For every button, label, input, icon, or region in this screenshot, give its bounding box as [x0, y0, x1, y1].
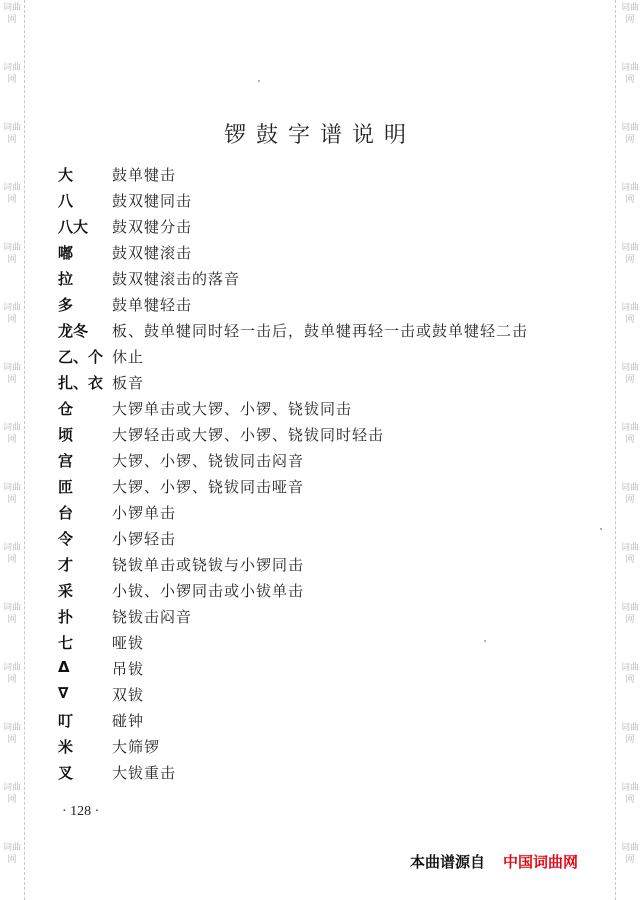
- site-watermark: 词曲网: [620, 483, 639, 505]
- entry-description: 小锣单击: [112, 504, 177, 522]
- entry-symbol: 台: [58, 504, 74, 522]
- site-watermark: 词曲网: [620, 123, 639, 145]
- page-title: 锣鼓字谱说明: [223, 123, 416, 148]
- entry-symbol: 采: [58, 582, 74, 600]
- site-watermark: 词曲网: [2, 63, 21, 85]
- entry-symbol: 嘟: [58, 244, 74, 262]
- entry-description: 铙钹击闷音: [112, 608, 193, 626]
- source-label: 本曲谱源自: [410, 853, 486, 871]
- entry-description: 休止: [112, 348, 145, 366]
- site-watermark: 词曲网: [620, 543, 639, 565]
- legend-entry: [58, 188, 598, 214]
- entry-symbol: 叮: [58, 712, 74, 730]
- site-watermark: 词曲网: [620, 63, 639, 85]
- entry-symbol: 多: [58, 296, 74, 314]
- entry-symbol: 叉: [58, 764, 74, 782]
- legend-entry: [58, 240, 598, 266]
- entry-description: 大筛锣: [112, 738, 161, 756]
- entry-description: 鼓双犍分击: [112, 218, 193, 236]
- entry-description: 鼓单犍击: [112, 166, 177, 184]
- entry-symbol: 米: [58, 738, 74, 756]
- entry-symbol: 拉: [58, 270, 74, 288]
- legend-entry: [58, 526, 598, 552]
- entry-description: 双钹: [112, 686, 145, 704]
- site-watermark: 词曲网: [2, 423, 21, 445]
- site-watermark: 词曲网: [2, 843, 21, 865]
- entry-symbol: 才: [58, 556, 74, 574]
- entry-description: 大锣、小锣、铙钹同击哑音: [112, 478, 305, 496]
- legend-entry: [58, 318, 598, 344]
- site-watermark: 词曲网: [2, 303, 21, 325]
- site-watermark: 词曲网: [2, 243, 21, 265]
- entry-symbol: 龙冬: [58, 322, 89, 340]
- legend-entry: [58, 552, 598, 578]
- site-watermark: 词曲网: [2, 123, 21, 145]
- legend-entry: [58, 578, 598, 604]
- site-watermark: 词曲网: [620, 423, 639, 445]
- source-credit: [410, 851, 578, 872]
- entry-description: 铙钹单击或铙钹与小锣同击: [112, 556, 305, 574]
- entry-symbol: 大: [58, 166, 74, 184]
- site-watermark: 词曲网: [620, 843, 639, 865]
- legend-entry: [58, 266, 598, 292]
- legend-entry: [58, 396, 598, 422]
- notation-legend-list: [58, 162, 598, 786]
- entry-description: 大锣、小锣、铙钹同击闷音: [112, 452, 305, 470]
- scan-speck: [600, 528, 602, 530]
- legend-entry: [58, 734, 598, 760]
- legend-entry: [58, 448, 598, 474]
- legend-entry: [58, 344, 598, 370]
- site-watermark: 词曲网: [620, 183, 639, 205]
- legend-entry: [58, 604, 598, 630]
- site-watermark: 词曲网: [2, 183, 21, 205]
- legend-entry: [58, 630, 598, 656]
- site-watermark: 词曲网: [2, 3, 21, 25]
- entry-symbol: 乙、个: [58, 348, 104, 366]
- entry-description: 哑钹: [112, 634, 145, 652]
- entry-symbol: 八大: [58, 218, 89, 236]
- entry-description: 鼓单犍轻击: [112, 296, 193, 314]
- entry-symbol: 七: [58, 634, 74, 652]
- entry-symbol: 匝: [58, 478, 74, 496]
- entry-symbol: 令: [58, 530, 74, 548]
- site-watermark: 词曲网: [620, 303, 639, 325]
- entry-symbol: 八: [58, 192, 74, 210]
- site-watermark: 词曲网: [2, 363, 21, 385]
- legend-entry: [58, 760, 598, 786]
- entry-description: 大锣单击或大锣、小锣、铙钹同击: [112, 400, 353, 418]
- site-watermark: 词曲网: [2, 783, 21, 805]
- entry-description: 鼓双犍同击: [112, 192, 193, 210]
- entry-symbol: 仓: [58, 400, 74, 418]
- entry-description: 板、鼓单犍同时轻一击后，鼓单犍再轻一击或鼓单犍轻二击: [112, 322, 529, 340]
- site-watermark: 词曲网: [620, 603, 639, 625]
- site-watermark: 词曲网: [2, 663, 21, 685]
- site-watermark: 词曲网: [2, 723, 21, 745]
- entry-description: 吊钹: [112, 660, 145, 678]
- source-site-link[interactable]: 中国词曲网: [503, 853, 579, 871]
- legend-entry: [58, 370, 598, 396]
- entry-description: 小钹、小锣同击或小钹单击: [112, 582, 305, 600]
- entry-description: 鼓双犍滚击的落音: [112, 270, 241, 288]
- entry-symbol: 宫: [58, 452, 74, 470]
- entry-description: 板音: [112, 374, 145, 392]
- legend-entry: [58, 656, 598, 682]
- legend-entry: [58, 422, 598, 448]
- entry-description: 大锣轻击或大锣、小锣、铙钹同时轻击: [112, 426, 385, 444]
- site-watermark: 词曲网: [620, 363, 639, 385]
- legend-entry: [58, 682, 598, 708]
- site-watermark: 词曲网: [620, 723, 639, 745]
- site-watermark: 词曲网: [620, 243, 639, 265]
- site-watermark: 词曲网: [2, 543, 21, 565]
- site-watermark: 词曲网: [620, 663, 639, 685]
- site-watermark: 词曲网: [2, 603, 21, 625]
- legend-entry: [58, 474, 598, 500]
- legend-entry: [58, 708, 598, 734]
- legend-entry: [58, 292, 598, 318]
- page-number: · 128 ·: [62, 804, 100, 819]
- entry-symbol: 顷: [58, 426, 74, 444]
- legend-entry: [58, 162, 598, 188]
- entry-symbol: 扎、衣: [58, 374, 104, 392]
- entry-description: 大钹重击: [112, 764, 177, 782]
- site-watermark: 词曲网: [620, 783, 639, 805]
- entry-symbol: ∇: [58, 684, 69, 702]
- entry-description: 碰钟: [112, 712, 145, 730]
- entry-description: 鼓双犍滚击: [112, 244, 193, 262]
- legend-entry: [58, 500, 598, 526]
- entry-symbol: Δ: [58, 658, 70, 676]
- entry-symbol: 扑: [58, 608, 74, 626]
- site-watermark: 词曲网: [2, 483, 21, 505]
- scan-speck: [258, 80, 260, 82]
- legend-entry: [58, 214, 598, 240]
- entry-description: 小锣轻击: [112, 530, 177, 548]
- site-watermark: 词曲网: [620, 3, 639, 25]
